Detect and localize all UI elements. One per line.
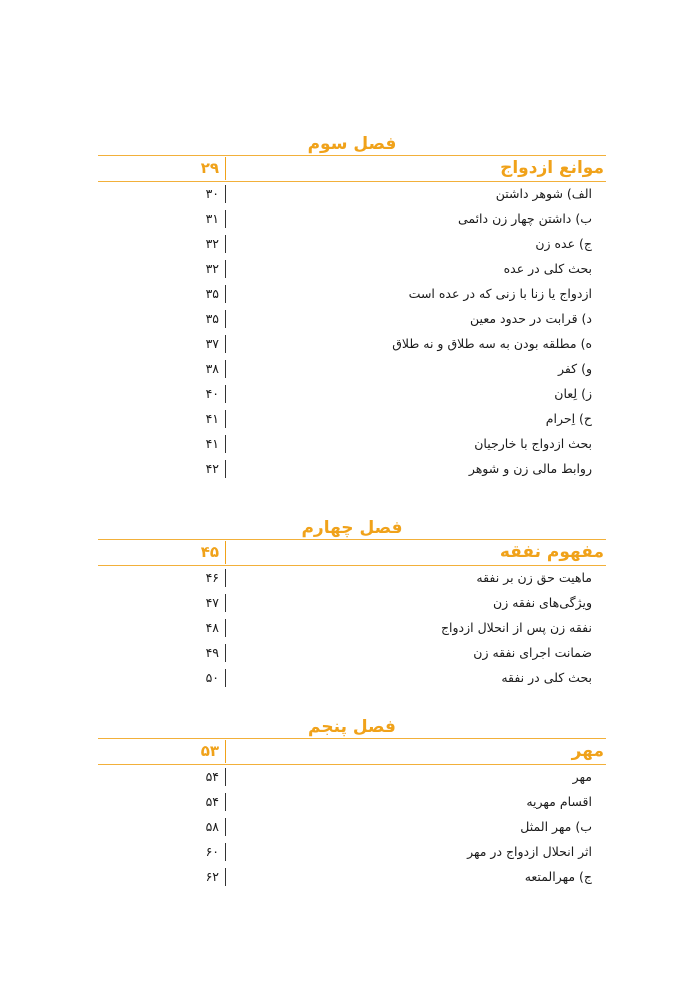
toc-entry-page: ۳۵	[100, 310, 226, 328]
toc-entry-label: ماهیت حق زن بر نفقه	[476, 570, 592, 585]
toc-entry[interactable]	[98, 815, 606, 840]
toc-entry[interactable]	[98, 616, 606, 641]
chapter-title: فصل پنجم	[308, 717, 396, 737]
toc-entry[interactable]	[98, 232, 606, 257]
toc-entry-label: بحث کلی در نفقه	[501, 670, 592, 685]
chapter-section	[98, 517, 606, 691]
toc-entry[interactable]	[98, 566, 606, 591]
toc-entry-page: ۳۸	[100, 360, 226, 378]
toc-entry[interactable]	[98, 307, 606, 332]
toc-entry-page: ۳۵	[100, 285, 226, 303]
toc-entry-label: ازدواج یا زنا با زنی که در عده است	[408, 286, 592, 301]
toc-entry-label: ب) داشتن چهار زن دائمی	[457, 211, 592, 226]
toc-entry-label: مهر	[572, 769, 592, 784]
toc-entry-label: الف) شوهر داشتن	[495, 186, 592, 201]
toc-entry[interactable]	[98, 257, 606, 282]
toc-entry-page: ۴۷	[100, 594, 226, 612]
toc-entry-label: ضمانت اجرای نفقه زن	[473, 645, 592, 660]
section-heading-label: مفهوم نفقه	[499, 542, 604, 562]
toc-entry[interactable]	[98, 282, 606, 307]
toc-entry[interactable]	[98, 207, 606, 232]
section-heading-page: ۵۳	[100, 740, 226, 763]
chapter-section	[98, 133, 606, 482]
toc-entry[interactable]	[98, 765, 606, 790]
toc-entry-label: ج) عده زن	[535, 236, 592, 251]
toc-entry[interactable]	[98, 641, 606, 666]
toc-entry-label: ب) مهر المثل	[520, 819, 592, 834]
section-heading-label: مهر	[571, 741, 604, 761]
toc-entry-label: ه) مطلقه بودن به سه طلاق و نه طلاق	[392, 336, 592, 351]
toc-entry-label: بحث کلی در عده	[503, 261, 592, 276]
toc-entry-page: ۴۲	[100, 460, 226, 478]
toc-entry[interactable]	[98, 357, 606, 382]
toc-entry[interactable]	[98, 432, 606, 457]
toc-entry-label: ویژگی‌های نفقه زن	[493, 595, 592, 610]
chapter-section	[98, 716, 606, 890]
toc-entry-page: ۳۲	[100, 235, 226, 253]
toc-entry-page: ۶۰	[100, 843, 226, 861]
toc-entry-label: اثر انحلال ازدواج در مهر	[467, 844, 592, 859]
toc-entry-page: ۴۰	[100, 385, 226, 403]
toc-entry-page: ۴۱	[100, 410, 226, 428]
chapter-title: فصل چهارم	[301, 518, 403, 538]
toc-entry-page: ۵۴	[100, 793, 226, 811]
toc-entry-page: ۴۸	[100, 619, 226, 637]
section-heading-row[interactable]	[98, 540, 606, 566]
toc-entry[interactable]	[98, 790, 606, 815]
toc-entry[interactable]	[98, 332, 606, 357]
toc-entry-page: ۵۰	[100, 669, 226, 687]
toc-entry[interactable]	[98, 591, 606, 616]
toc-entry-page: ۳۱	[100, 210, 226, 228]
toc-entry-page: ۳۲	[100, 260, 226, 278]
toc-entry-page: ۵۴	[100, 768, 226, 786]
toc-entry[interactable]	[98, 840, 606, 865]
toc-entry-page: ۴۹	[100, 644, 226, 662]
toc-entry-page: ۳۰	[100, 185, 226, 203]
section-heading-page: ۴۵	[100, 541, 226, 564]
toc-entry-label: و) کفر	[557, 361, 592, 376]
toc-entry-page: ۳۷	[100, 335, 226, 353]
toc-entry[interactable]	[98, 865, 606, 890]
toc-entry-label: ح) اِحرام	[545, 411, 592, 426]
toc-entry[interactable]	[98, 457, 606, 482]
toc-entry-label: ز) لِعان	[554, 386, 592, 401]
toc-entry[interactable]	[98, 407, 606, 432]
section-heading-page: ۲۹	[100, 157, 226, 180]
section-heading-row[interactable]	[98, 739, 606, 765]
toc-entry-label: بحث ازدواج با خارجیان	[474, 436, 592, 451]
toc-entry-label: اقسام مهریه	[526, 794, 592, 809]
section-heading-row[interactable]	[98, 156, 606, 182]
toc-entry[interactable]	[98, 382, 606, 407]
toc-entry-label: نفقه زن پس از انحلال ازدواج	[440, 620, 592, 635]
toc-entry-label: روابط مالی زن و شوهر	[468, 461, 592, 476]
chapter-title: فصل سوم	[307, 134, 397, 154]
toc-entry[interactable]	[98, 666, 606, 691]
toc-entry-label: ج) مهرالمتعه	[524, 869, 592, 884]
toc-entry-label: د) قرابت در حدود معین	[470, 311, 592, 326]
toc-entry-page: ۴۶	[100, 569, 226, 587]
toc-entry[interactable]	[98, 182, 606, 207]
toc-entry-page: ۴۱	[100, 435, 226, 453]
toc-entry-page: ۵۸	[100, 818, 226, 836]
section-heading-label: موانع ازدواج	[500, 158, 604, 178]
toc-entry-page: ۶۲	[100, 868, 226, 886]
